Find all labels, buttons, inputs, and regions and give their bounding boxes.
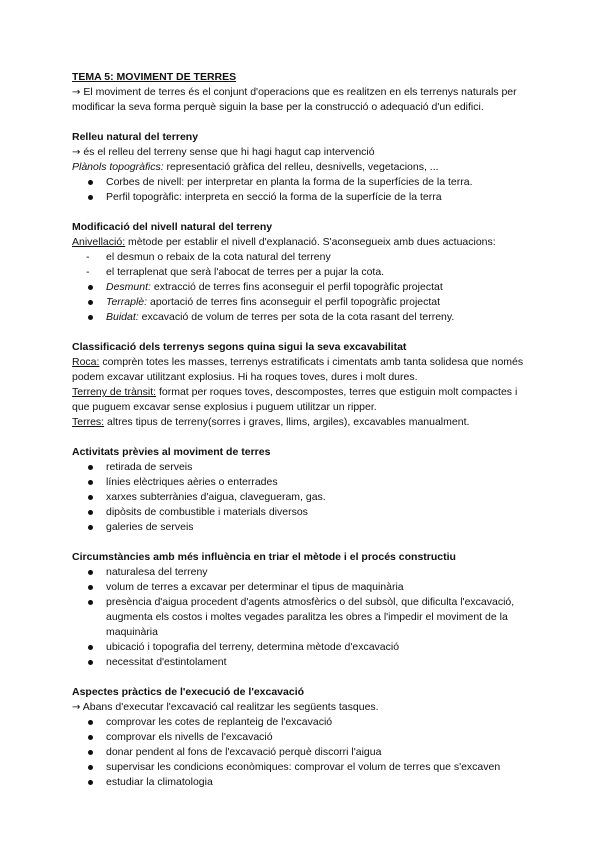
list-item-text: necessitat d'estintolament bbox=[106, 656, 227, 668]
list-item bbox=[72, 775, 530, 790]
section-heading: Relleu natural del terreny bbox=[72, 131, 199, 143]
section-aspectes bbox=[72, 685, 530, 790]
document-title: TEMA 5: MOVIMENT DE TERRES bbox=[72, 71, 237, 83]
dash-icon: - bbox=[86, 266, 90, 278]
anivellacio-text: mètode per establir el nivell d'explanació. S'aconsegueix amb dues actuacions: bbox=[125, 236, 496, 248]
list-item-text: Corbes de nivell: per interpretar en planta la forma de la superfícies de la terra. bbox=[106, 176, 473, 188]
list-item-text: estudiar la climatologia bbox=[106, 776, 213, 788]
list-item bbox=[72, 265, 530, 280]
section-heading: Activitats prèvies al moviment de terres bbox=[72, 446, 271, 458]
list-item-text: comprovar els nivells de l'excavació bbox=[106, 731, 273, 743]
dash-icon: - bbox=[86, 251, 90, 263]
list-item bbox=[72, 310, 530, 325]
section-heading: Classificació dels terrenys segons quina sigui la seva excavabilitat bbox=[72, 341, 407, 353]
list-item-text: naturalesa del terreny bbox=[106, 566, 208, 578]
section-circumstancies bbox=[72, 550, 530, 670]
list-item bbox=[72, 280, 530, 295]
anivellacio-label: Anivellació: bbox=[72, 236, 126, 248]
list-item bbox=[72, 760, 530, 775]
list-item bbox=[72, 475, 530, 490]
list-item-text: extracció de terres fins aconseguir el perfil topogràfic projectat bbox=[150, 281, 443, 293]
section-relleu bbox=[72, 130, 530, 205]
transit-text: format per roques toves, descompostes, terres que estiguin molt compactes i que puguem excavar sense explosius i puguem utilitzar un ripper. bbox=[72, 386, 518, 413]
planols-line bbox=[72, 160, 530, 175]
list-item-text: línies elèctriques aèries o enterrades bbox=[106, 476, 278, 488]
list-item-text: volum de terres a excavar per determinar el tipus de maquinària bbox=[106, 581, 404, 593]
list-item bbox=[72, 580, 530, 595]
list-item bbox=[72, 595, 530, 640]
relleu-list bbox=[72, 175, 530, 205]
aspectes-intro bbox=[72, 700, 530, 715]
section-classificacio bbox=[72, 340, 530, 430]
activitats-list bbox=[72, 460, 530, 535]
list-item-text: galeries de serveis bbox=[106, 521, 194, 533]
list-item bbox=[72, 250, 530, 265]
section-activitats bbox=[72, 445, 530, 535]
circumstancies-list bbox=[72, 565, 530, 670]
modificacio-dash-list bbox=[72, 250, 530, 280]
list-item bbox=[72, 295, 530, 310]
list-item-text: supervisar les condicions econòmiques: comprovar el volum de terres que s'excaven bbox=[106, 761, 501, 773]
list-item bbox=[72, 640, 530, 655]
list-item-text: el desmun o rebaix de la cota natural del terreny bbox=[106, 251, 331, 263]
transit-paragraph bbox=[72, 385, 530, 415]
list-item bbox=[72, 490, 530, 505]
terres-text: altres tipus de terreny(sorres i graves, llims, argiles), excavables manualment. bbox=[104, 416, 470, 428]
list-item-label: Terraplè: bbox=[106, 296, 148, 308]
list-item-text: xarxes subterrànies d'aigua, clavegueram, gas. bbox=[106, 491, 326, 503]
planols-text: representació gràfica del relleu, desnivells, vegetacions, ... bbox=[163, 161, 439, 173]
list-item bbox=[72, 190, 530, 205]
section-heading: Aspectes pràctics de l'execució de l'excavació bbox=[72, 686, 305, 698]
modificacio-bullet-list bbox=[72, 280, 530, 325]
list-item-text: dipòsits de combustible i materials diversos bbox=[106, 506, 308, 518]
terres-paragraph bbox=[72, 415, 530, 430]
roca-label: Roca: bbox=[72, 356, 100, 368]
section-heading: Modificació del nivell natural del terreny bbox=[72, 221, 273, 233]
list-item-text: retirada de serveis bbox=[106, 461, 193, 473]
list-item-text: excavació de volum de terres per sota de la cota rasant del terreny. bbox=[138, 311, 455, 323]
aspectes-list bbox=[72, 715, 530, 790]
list-item bbox=[72, 730, 530, 745]
list-item bbox=[72, 175, 530, 190]
list-item bbox=[72, 715, 530, 730]
list-item bbox=[72, 655, 530, 670]
relleu-definition bbox=[72, 145, 530, 160]
list-item-label: Desmunt: bbox=[106, 281, 151, 293]
arrow-icon: → bbox=[72, 147, 81, 158]
list-item-text: ubicació i topografia del terreny, determina mètode d'excavació bbox=[106, 641, 400, 653]
roca-text: comprèn totes les masses, terrenys estratificats i cimentats amb tanta solidesa que només podem excavar utilitzant explosius. Hi ha roques toves, dures i molt dures. bbox=[72, 356, 524, 383]
list-item bbox=[72, 505, 530, 520]
list-item-text: aportació de terres fins aconseguir el perfil topogràfic projectat bbox=[147, 296, 441, 308]
roca-paragraph bbox=[72, 355, 530, 385]
list-item bbox=[72, 520, 530, 535]
relleu-definition-text: és el relleu del terreny sense que hi hagi hagut cap intervenció bbox=[83, 146, 375, 158]
section-modificacio bbox=[72, 220, 530, 325]
list-item-text: Perfil topogràfic: interpreta en secció la forma de la superfície de la terra bbox=[106, 191, 442, 203]
section-heading: Circumstàncies amb més influència en triar el mètode i el procés constructiu bbox=[72, 551, 456, 563]
list-item-text: presència d'aigua procedent d'agents atmosfèrics o del subsòl, que dificulta l'excavació, augmenta els costos i moltes vegades paralitza les obres a l'impedir el moviment de la maquinària bbox=[106, 596, 515, 638]
anivellacio-line bbox=[72, 235, 530, 250]
arrow-icon: → bbox=[72, 87, 81, 98]
list-item-text: donar pendent al fons de l'excavació perquè discorri l'aigua bbox=[106, 746, 382, 758]
list-item bbox=[72, 565, 530, 580]
list-item-text: comprovar les cotes de replanteig de l'excavació bbox=[106, 716, 333, 728]
arrow-icon: → bbox=[72, 702, 81, 713]
list-item-label: Buidat: bbox=[106, 311, 139, 323]
list-item bbox=[72, 460, 530, 475]
terres-label: Terres: bbox=[72, 416, 105, 428]
list-item-text: el terraplenat que serà l'abocat de terres per a pujar la cota. bbox=[106, 266, 385, 278]
aspectes-intro-text: Abans d'executar l'excavació cal realitzar les següents tasques. bbox=[82, 701, 379, 713]
planols-label: Plànols topogràfics: bbox=[72, 161, 164, 173]
list-item bbox=[72, 745, 530, 760]
intro-text: El moviment de terres és el conjunt d'operacions que es realitzen en els terrenys naturals per modificar la seva forma perquè siguin la base per la construcció o adequació d'un edifici. bbox=[72, 86, 517, 113]
transit-label: Terreny de trànsit: bbox=[72, 386, 157, 398]
intro-paragraph bbox=[72, 85, 530, 115]
